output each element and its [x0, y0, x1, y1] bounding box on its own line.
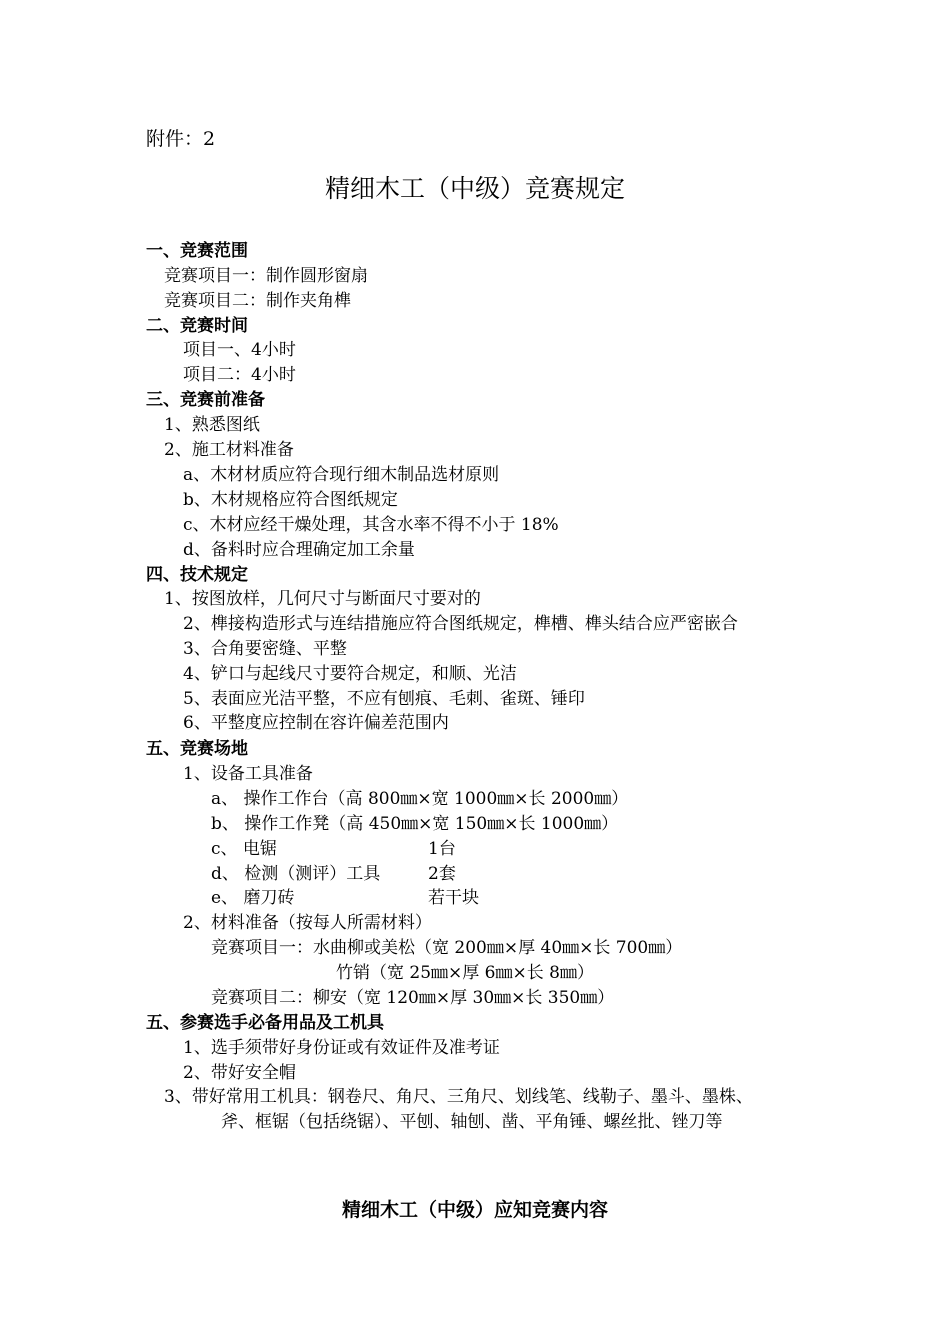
list-subitem: c、木材应经干燥处理，其含水率不得不小于 18% [183, 515, 559, 535]
list-item: 1、熟悉图纸 [164, 415, 260, 435]
list-subitem: d、备料时应合理确定加工余量 [183, 540, 415, 560]
material-item: 竞赛项目二：柳安（宽 120㎜×厚 30㎜×长 350㎜） [211, 988, 615, 1008]
page-title: 精细木工（中级）竞赛规定 [324, 174, 625, 203]
list-item: 3、带好常用工机具：钢卷尺、角尺、三角尺、划线笔、线勒子、墨斗、墨株、 [164, 1087, 753, 1107]
list-item: 5、表面应光洁平整，不应有刨痕、毛刺、雀斑、锤印 [183, 689, 585, 709]
section-title-knowledge: 精细木工（中级）应知竞赛内容 [341, 1199, 608, 1221]
list-item: 项目二：4小时 [183, 365, 296, 385]
section-heading-supplies: 五、参赛选手必备用品及工机具 [146, 1013, 384, 1033]
material-item: 竞赛项目一：水曲柳或美松（宽 200㎜×厚 40㎜×长 700㎜） [211, 938, 683, 958]
section-heading-technical: 四、技术规定 [146, 565, 248, 585]
section-heading-preparation: 三、竞赛前准备 [146, 390, 265, 410]
section-heading-venue: 五、竞赛场地 [146, 739, 248, 759]
list-item: 6、平整度应控制在容许偏差范围内 [183, 713, 449, 733]
section-heading-scope: 一、竞赛范围 [146, 241, 248, 261]
equipment-item-label: c、 电锯 [211, 839, 277, 859]
list-item: 2、材料准备（按每人所需材料） [183, 913, 432, 933]
list-item: 竞赛项目一：制作圆形窗扇 [164, 266, 368, 286]
list-subitem: a、木材材质应符合现行细木制品选材原则 [183, 465, 500, 485]
list-item: 3、合角要密缝、平整 [183, 639, 347, 659]
section-heading-time: 二、竞赛时间 [146, 316, 248, 336]
list-item: 2、带好安全帽 [183, 1063, 296, 1083]
equipment-item-qty: 2套 [428, 864, 456, 884]
list-item: 竞赛项目二：制作夹角榫 [164, 291, 351, 311]
list-item: 2、施工材料准备 [164, 440, 294, 460]
equipment-item-label: e、 磨刀砖 [211, 888, 295, 908]
list-item: 1、设备工具准备 [183, 764, 313, 784]
list-subitem: b、木材规格应符合图纸规定 [183, 490, 398, 510]
list-item: 4、铲口与起线尺寸要符合规定，和顺、光洁 [183, 664, 517, 684]
equipment-item-label: a、 操作工作台（高 800㎜×宽 1000㎜×长 2000㎜） [211, 789, 629, 809]
equipment-item-label: d、 检测（测评）工具 [211, 864, 381, 884]
equipment-item-qty: 若干块 [428, 888, 479, 908]
list-item: 1、选手须带好身份证或有效证件及准考证 [183, 1038, 500, 1058]
list-item: 2、榫接构造形式与连结措施应符合图纸规定，榫槽、榫头结合应严密嵌合 [183, 614, 738, 634]
list-item: 1、按图放样，几何尺寸与断面尺寸要对的 [164, 589, 481, 609]
material-item: 竹销（宽 25㎜×厚 6㎜×长 8㎜） [336, 963, 594, 983]
equipment-item-label: b、 操作工作凳（高 450㎜×宽 150㎜×长 1000㎜） [211, 814, 619, 834]
attachment-label: 附件：2 [146, 128, 216, 150]
list-item: 项目一、4小时 [183, 340, 296, 360]
equipment-item-qty: 1台 [428, 839, 456, 859]
list-item-continuation: 斧、框锯（包括绕锯）、平刨、轴刨、凿、平角锤、螺丝批、锉刀等 [221, 1112, 723, 1132]
